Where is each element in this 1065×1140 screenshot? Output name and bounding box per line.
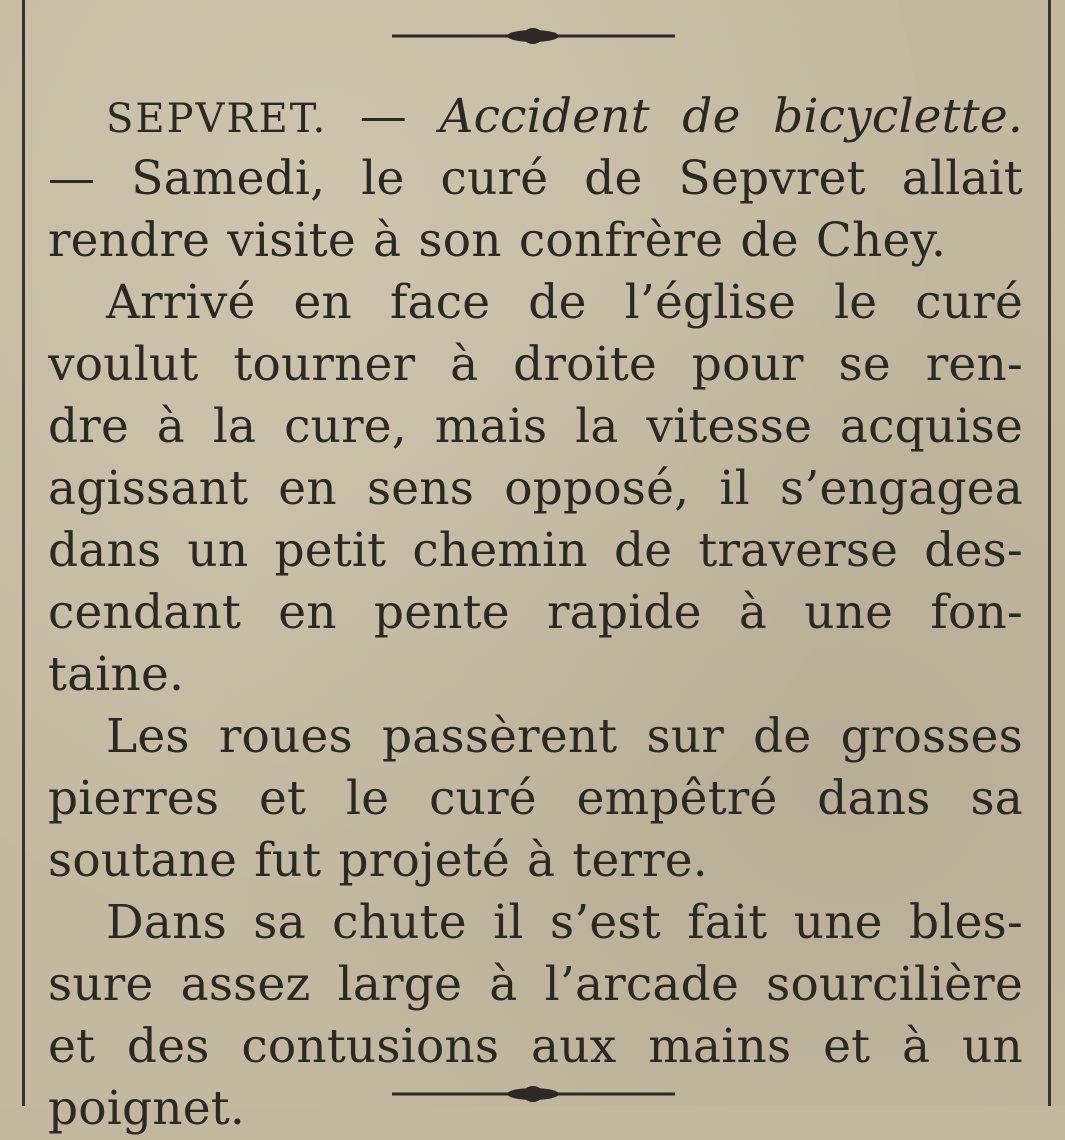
bottom-ornament-divider	[0, 1086, 1065, 1106]
article-line: dre à la cure, mais la vitesse acquise	[48, 399, 1023, 454]
article-line: et des contusions aux mains et à un	[48, 1019, 1023, 1074]
article-line: rendre visite à son confrère de Chey.	[48, 213, 947, 268]
article-line: voulut tourner à droite pour se ren-	[48, 337, 1023, 392]
article-line: dans un petit chemin de traverse des-	[48, 523, 1023, 578]
article-line: soutane fut projeté à terre.	[48, 833, 708, 888]
article-line: taine.	[48, 647, 185, 702]
article-place: SEPVRET.	[106, 96, 328, 142]
article-line: Arrivé en face de l’église le curé	[106, 275, 1023, 330]
article-line: cendant en pente rapide à une fon-	[48, 585, 1023, 640]
news-article	[48, 86, 1023, 1140]
column-rule-left	[22, 0, 25, 1106]
article-title: Accident de bicyclette.	[439, 89, 1023, 144]
article-line: agissant en sens opposé, il s’engagea	[48, 461, 1023, 516]
article-line: poignet.	[48, 1081, 246, 1136]
article-line: Les roues passèrent sur de grosses	[106, 709, 1023, 764]
article-heading	[48, 86, 1023, 148]
top-ornament-divider	[0, 26, 1065, 46]
article-line: Dans sa chute il s’est fait une bles-	[106, 895, 1023, 950]
article-line: — Samedi, le curé de Sepvret allait	[48, 151, 1023, 206]
heading-dash: —	[359, 89, 407, 144]
article-line: pierres et le curé empêtré dans sa	[48, 771, 1023, 826]
column-rule-right	[1048, 0, 1051, 1106]
article-line: sure assez large à l’arcade sourcilière	[48, 957, 1023, 1012]
